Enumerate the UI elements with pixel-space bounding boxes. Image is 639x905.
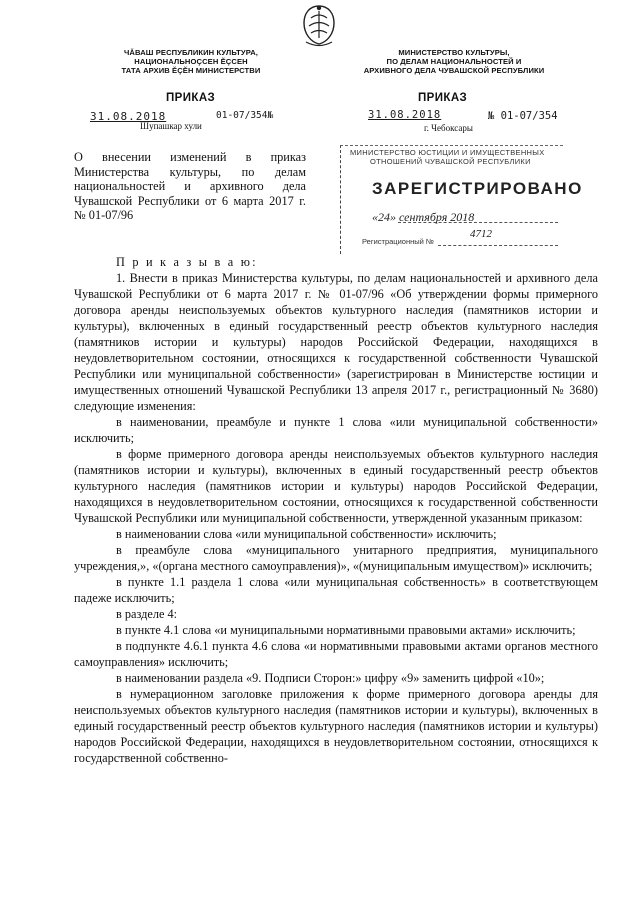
order-paragraph: в преамбуле слова «муниципального унитарного предприятия, муниципального учреждения,», «(органа местного самоуправления)», «(муниципальным имуществом)» исключить;: [74, 543, 598, 573]
order-paragraph: в пункте 4.1 слова «и муниципальными нормативными правовыми актами» исключить;: [116, 623, 576, 637]
ministry-name-russian: [356, 48, 552, 76]
order-title-left: ПРИКАЗ: [166, 92, 216, 104]
stamp-number-line: [438, 245, 558, 246]
stamp-reg-number: 4712: [470, 228, 492, 240]
header-right-line: МИНИСТЕРСТВО КУЛЬТУРЫ,: [398, 48, 510, 57]
place-right: г. Чебоксары: [424, 123, 473, 133]
order-date-right: 31.08.2018: [368, 109, 442, 121]
order-directive: П р и к а з ы в а ю:: [116, 255, 258, 269]
order-paragraph: в наименовании слова «или муниципальной собственности» исключить;: [116, 527, 497, 541]
order-paragraph: в наименовании, преамбуле и пункте 1 слова «или муниципальной собственности» исключить;: [74, 415, 598, 445]
order-date-left: 31.08.2018: [90, 110, 167, 123]
header-left-line: ТАТА АРХИВ ĔÇĔН МИНИСТЕРСТВИ: [121, 66, 261, 76]
header-left-line: ЧĂВАШ РЕСПУБЛИКИН КУЛЬТУРА,: [123, 48, 259, 57]
stamp-authority-line: МИНИСТЕРСТВО ЮСТИЦИИ И ИМУЩЕСТВЕННЫХ: [350, 148, 545, 157]
order-paragraph: в наименовании раздела «9. Подписи Сторон:» цифру «9» заменить цифрой «10»;: [116, 671, 545, 685]
header-left-line: НАЦИОНАЛЬНОÇСЕН ĔÇСЕН: [134, 57, 248, 67]
header-right-line: ПО ДЕЛАМ НАЦИОНАЛЬНОСТЕЙ И: [386, 57, 522, 67]
order-paragraph: в подпункте 4.6.1 пункта 4.6 слова «и нормативными правовыми актами органов местного самоуправления» исключить;: [74, 639, 598, 669]
ministry-name-chuvash: [98, 48, 284, 76]
place-left: Шупашкар хули: [140, 121, 202, 131]
order-body: [74, 254, 598, 766]
coat-of-arms-emblem: [296, 2, 342, 48]
order-paragraph: в пункте 1.1 раздела 1 слова «или муниципальная собственность» в соответствующем падеже исключить;: [74, 575, 598, 605]
order-paragraph: в форме примерного договора аренды неиспользуемых объектов культурного наследия (памятников истории и культуры), включенных в единый государственный реестр объектов культурного наследия (памятников истории и культуры) народов Российской Федерации, находящихся в неудовлетворительном состоянии, относящихся к государственной собственности Чувашской Республики или муниципальной собственности, утвержденной указанным приказом:: [74, 447, 598, 525]
stamp-date: «24» сентября 2018: [372, 210, 475, 224]
order-subject: О внесении изменений в приказ Министерства культуры, по делам национальностей и архивного дела Чувашской Республики от 6 марта 2017 г. № 01-07/96: [74, 150, 306, 222]
stamp-authority-line: ОТНОШЕНИЙ ЧУВАШСКОЙ РЕСПУБЛИКИ: [370, 157, 531, 166]
order-number-right: № 01-07/354: [488, 110, 558, 122]
order-title-right: ПРИКАЗ: [418, 92, 468, 104]
header-right-line: АРХИВНОГО ДЕЛА ЧУВАШСКОЙ РЕСПУБЛИКИ: [363, 66, 545, 76]
stamp-reg-label: Регистрационный №: [362, 237, 434, 246]
order-paragraph: 1. Внести в приказ Министерства культуры, по делам национальностей и архивного дела Чувашской Республики от 6 марта 2017 г. № 01-07/96 «Об утверждении формы примерного договора аренды неиспользуемых объектов культурного наследия (памятников истории и культуры), включенных в единый государственный реестр объектов культурного наследия (памятников истории и культуры) народов Российской Федерации, находящихся в неудовлетворительном состоянии, относящихся к государственной собственности Чувашской Республики или муниципальной собственности» (зарегистрирован в Министерстве юстиции и имущественных отношений Чувашской Республики 13 апреля 2017 г., регистрационный № 3680) следующие изменения:: [74, 271, 598, 413]
order-number-left: 01-07/354№: [216, 110, 274, 121]
order-paragraph: в нумерационном заголовке приложения к форме примерного договора аренды для неиспользуемых объектов культурного наследия (памятников истории и культуры), включенных в единый государственный реестр объектов культурного наследия (памятников истории и культуры) народов Российской Федерации, находящихся в неудовлетворительном состоянии, относящихся к государственной собственно-: [74, 687, 598, 765]
stamp-registered-text: ЗАРЕГИСТРИРОВАНО: [372, 179, 583, 198]
order-paragraph: в разделе 4:: [116, 607, 178, 621]
